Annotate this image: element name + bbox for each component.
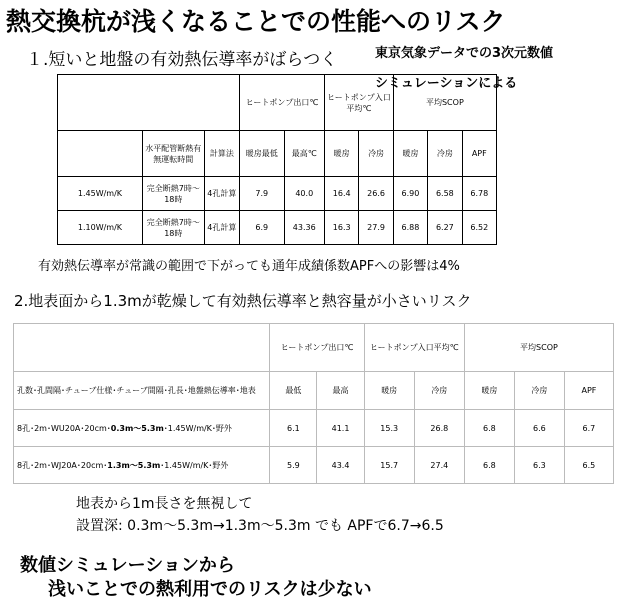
table-row: [14, 447, 614, 484]
table1-value: 6.90: [393, 177, 427, 211]
table1-value: 7.9: [240, 177, 285, 211]
table2-value: 26.8: [414, 410, 464, 447]
table2-value: 27.4: [414, 447, 464, 484]
table2-value: 15.7: [364, 447, 414, 484]
table2-col-header: 冷房: [514, 372, 564, 410]
table1-col-header: APF: [462, 131, 496, 177]
conclusion-line2: 浅いことでの熱利用でのリスクは少ない: [48, 579, 372, 600]
table1-col-header: 暖房最低: [240, 131, 285, 177]
simulation-note-line2: シミュレーションによる: [375, 76, 518, 91]
table2-row-label-post: ･1.45W/m/K･野外: [160, 460, 229, 470]
table1-row-label: 1.45W/m/K: [58, 177, 143, 211]
table2-value: 6.5: [564, 447, 613, 484]
table2-col-header: 暖房: [364, 372, 414, 410]
table1-col-header: 冷房: [428, 131, 462, 177]
table-row: [58, 177, 497, 211]
table1-col-header: 最高℃: [284, 131, 324, 177]
table1-method: 4孔計算: [204, 211, 239, 245]
table1-value: 6.27: [428, 211, 462, 245]
table-section1: [57, 74, 497, 245]
table2-value: 6.7: [564, 410, 613, 447]
table2-col-header: 冷房: [414, 372, 464, 410]
table1-value: 40.0: [284, 177, 324, 211]
table2-group-header-scop: 平均SCOP: [464, 324, 613, 372]
table2-col-header: 最高: [317, 372, 364, 410]
table2-row-label-depth: 0.3m～5.3m: [110, 423, 164, 433]
section1-heading: １.短いと地盤の有効熱伝導率がばらつく: [26, 50, 338, 70]
section2-footnote-line1: 地表から1m長さを無視して: [76, 496, 253, 512]
table1-group-header-inlet: ヒートポンプ入口平均℃: [324, 75, 393, 131]
table2-value: 6.3: [514, 447, 564, 484]
table1-insulation: 完全断熱7時～18時: [142, 177, 204, 211]
table2-row-label-depth: 1.3m～5.3m: [107, 460, 161, 470]
table2-group-header-outlet: ヒートポンプ出口℃: [270, 324, 364, 372]
table2-group-header-inlet: ヒートポンプ入口平均℃: [364, 324, 464, 372]
section2-footnote-line2: 設置深: 0.3m～5.3m→1.3m～5.3m でも APFで6.7→6.5: [76, 518, 444, 534]
table1-group-header-scop: 平均SCOP: [393, 75, 496, 131]
table2-value: 6.1: [270, 410, 317, 447]
table2-value: 41.1: [317, 410, 364, 447]
table1-value: 26.6: [359, 177, 393, 211]
table2-value: 6.8: [464, 447, 514, 484]
table1-value: 16.4: [324, 177, 358, 211]
table1-value: 6.78: [462, 177, 496, 211]
table1-value: 6.52: [462, 211, 496, 245]
table1-group-header-outlet: ヒートポンプ出口℃: [240, 75, 325, 131]
table1-value: 6.88: [393, 211, 427, 245]
table2-row-header: 孔数･孔間隔･チューブ仕様･チューブ間隔･孔長･地盤熱伝導率･地表: [14, 372, 270, 410]
table1-value: 43.36: [284, 211, 324, 245]
page-title: 熱交換杭が浅くなることでの性能へのリスク: [6, 7, 506, 36]
table2-value: 15.3: [364, 410, 414, 447]
table2-blank-corner: [14, 324, 270, 372]
table1-value: 27.9: [359, 211, 393, 245]
table2-row-label-pre: 8孔･2m･WU20A･20cm･: [17, 423, 111, 433]
table1-blank-label-cell: [58, 131, 143, 177]
table2-row-label-pre: 8孔･2m･WJ20A･20cm･: [17, 460, 108, 470]
table2-value: 43.4: [317, 447, 364, 484]
section2-heading: 2.地表面から1.3mが乾燥して有効熱伝導率と熱容量が小さいリスク: [14, 292, 472, 310]
table1-col-header: 計算法: [204, 131, 239, 177]
table1-col-header: 水平配管断熱有無運転時間: [142, 131, 204, 177]
table2-value: 6.6: [514, 410, 564, 447]
table2-row-label-post: ･1.45W/m/K･野外: [163, 423, 232, 433]
table-section2: [13, 323, 614, 484]
table2-value: 5.9: [270, 447, 317, 484]
table1-col-header: 暖房: [324, 131, 358, 177]
table1-value: 6.9: [240, 211, 285, 245]
table1-insulation: 完全断熱7時～18時: [142, 211, 204, 245]
table1-row-label: 1.10W/m/K: [58, 211, 143, 245]
simulation-note-line1: 東京気象データでの3次元数値: [375, 46, 554, 61]
table2-col-header: 最低: [270, 372, 317, 410]
table-row: [14, 410, 614, 447]
table1-value: 6.58: [428, 177, 462, 211]
table1-col-header: 暖房: [393, 131, 427, 177]
table2-col-header: 暖房: [464, 372, 514, 410]
table2-value: 6.8: [464, 410, 514, 447]
table1-value: 16.3: [324, 211, 358, 245]
table1-blank-corner: [58, 75, 240, 131]
table2-row-label: [14, 447, 270, 484]
table-row: [58, 211, 497, 245]
conclusion-line1: 数値シミュレーションから: [20, 555, 235, 576]
table1-method: 4孔計算: [204, 177, 239, 211]
table1-col-header: 冷房: [359, 131, 393, 177]
table2-col-header: APF: [564, 372, 613, 410]
table2-row-label: [14, 410, 270, 447]
section1-caption: 有効熱伝導率が常識の範囲で下がっても通年成績係数APFへの影響は4%: [38, 259, 460, 274]
